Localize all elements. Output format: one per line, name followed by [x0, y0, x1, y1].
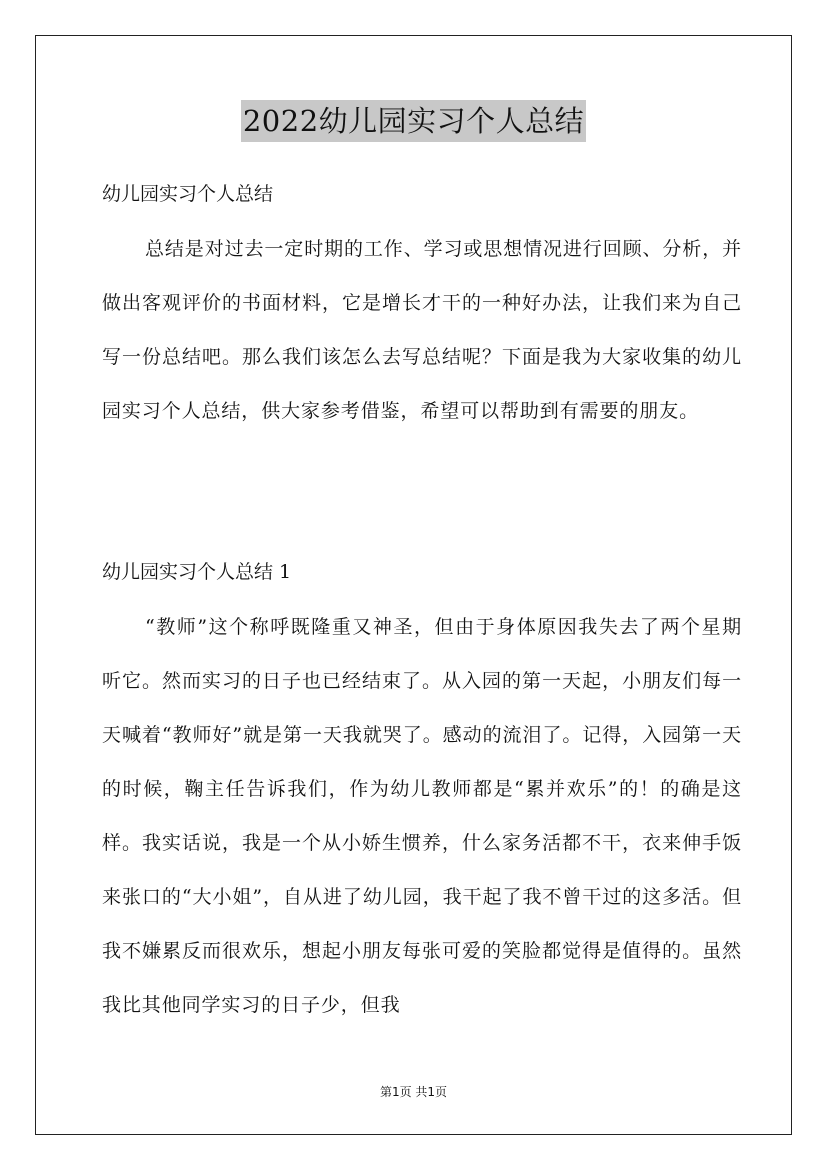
- page-footer: 第1页 共1页: [379, 1085, 448, 1099]
- section-heading-1: 幼儿园实习个人总结 1: [102, 561, 292, 583]
- section-1-paragraph: “教师”这个称呼既隆重又神圣，但由于身体原因我失去了两个星期听它。然而实习的日子也已经结束了。从入园的第一天起，小朋友们每一天喊着“教师好”就是第一天我就哭了。感动的流泪了。记得，入园第一天的时候，鞠主任告诉我们，作为幼儿教师都是“累并欢乐”的！的确是这样。我实话说，我是一个从小娇生惯养，什么家务活都不干，衣来伸手饭来张口的“大小姐”，自从进了幼儿园，我干起了我不曾干过的这多活。但我不嫌累反而很欢乐，想起小朋友每张可爱的笑脸都觉得是值得的。虽然我比其他同学实习的日子少，但我: [102, 616, 742, 1016]
- title-container: [0, 100, 827, 142]
- document-title: 2022幼儿园实习个人总结: [241, 100, 586, 142]
- document-subtitle: 幼儿园实习个人总结: [102, 183, 274, 205]
- intro-paragraph: 总结是对过去一定时期的工作、学习或思想情况进行回顾、分析，并做出客观评价的书面材料，它是增长才干的一种好办法，让我们来为自己写一份总结吧。那么我们该怎么去写总结呢？下面是我为大家收集的幼儿园实习个人总结，供大家参考借鉴，希望可以帮助到有需要的朋友。: [102, 238, 743, 422]
